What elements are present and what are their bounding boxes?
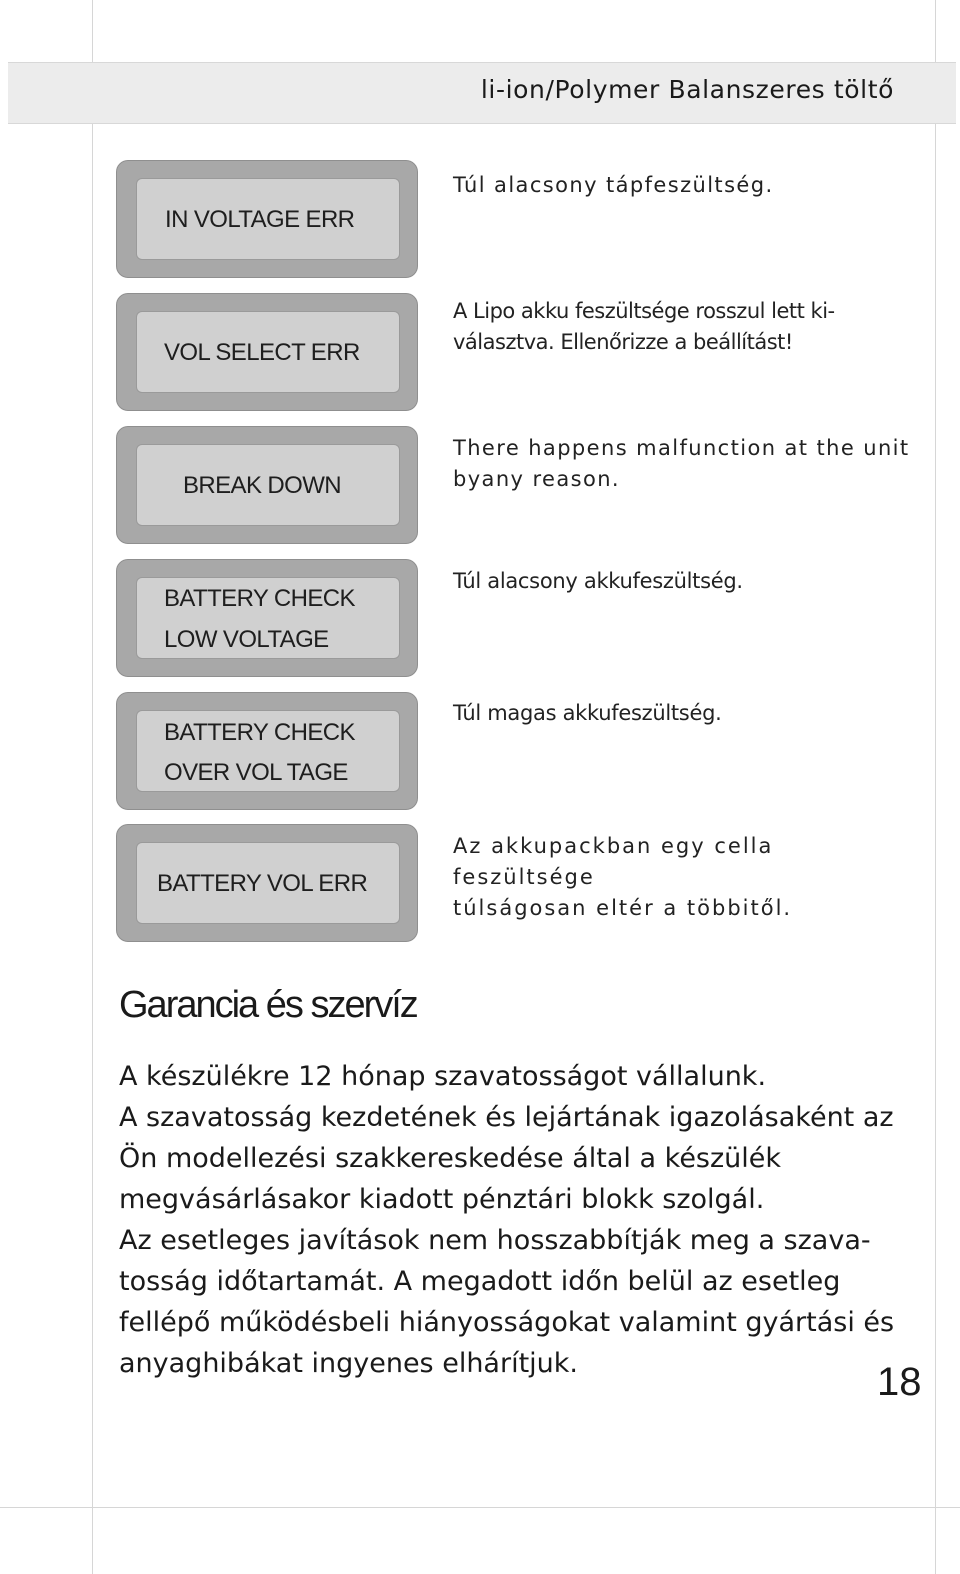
page-guide-left [92, 0, 93, 1574]
lcd-panel-vol-select-err [116, 293, 418, 411]
lcd-text-line: BATTERY CHECK [164, 585, 355, 612]
section-title-warranty: Garancia és szervíz [119, 984, 417, 1026]
lcd-screen [136, 178, 400, 260]
lcd-text-line: BATTERY CHECK [164, 719, 355, 746]
error-description: Az akkupackban egy cella feszültsége túlságosan eltér a többitől. [453, 834, 793, 920]
lcd-screen [136, 311, 400, 393]
lcd-text-line: OVER VOL TAGE [164, 759, 348, 786]
lcd-text-line: BATTERY VOL ERR [157, 870, 368, 897]
lcd-text-line: IN VOLTAGE ERR [165, 206, 355, 233]
lcd-screen [136, 577, 400, 659]
lcd-text-line: LOW VOLTAGE [164, 626, 329, 653]
error-description: Túl alacsony tápfeszültség. [453, 173, 774, 197]
warranty-paragraph: A szavatosság kezdetének és lejártának igazolásaként az Ön modellezési szakkereskedése által a készülék megvásárlásakor kiadott pénztári blokk szolgál. [119, 1102, 894, 1215]
lcd-panel-battery-check-over-voltage [116, 692, 418, 810]
page-guide-bottom [0, 1507, 960, 1508]
error-description: A Lipo akku feszültsége rosszul lett ki- választva. Ellenőrizze a beállítást! [453, 299, 835, 354]
warranty-body [119, 1056, 899, 1384]
warranty-paragraph: Az esetleges javítások nem hosszabbítják meg a szava-tosság időtartamát. A megadott időn belül az esetleg fellépő működésbeli hiányosságokat valamint gyártási és anyaghibákat ingyenes elhárítjuk. [119, 1225, 895, 1379]
error-description: Túl alacsony akkufeszültség. [453, 569, 743, 593]
lcd-text-line: VOL SELECT ERR [164, 339, 360, 366]
header-title: li-ion/Polymer Balanszeres töltő [480, 75, 894, 104]
header-band [8, 62, 956, 124]
error-description: Túl magas akkufeszültség. [453, 701, 722, 725]
lcd-screen [136, 710, 400, 792]
lcd-panel-in-voltage-err [116, 160, 418, 278]
lcd-screen [136, 444, 400, 526]
lcd-text-line: BREAK DOWN [183, 472, 342, 499]
lcd-panel-battery-check-low-voltage [116, 559, 418, 677]
page-guide-right [935, 0, 936, 1574]
page-number: 18 [877, 1360, 922, 1404]
lcd-panel-battery-vol-err [116, 824, 418, 942]
lcd-panel-break-down [116, 426, 418, 544]
lcd-screen [136, 842, 400, 924]
error-description: There happens malfunction at the unit byany reason. [453, 436, 910, 491]
warranty-paragraph: A készülékre 12 hónap szavatosságot vállalunk. [119, 1061, 767, 1092]
